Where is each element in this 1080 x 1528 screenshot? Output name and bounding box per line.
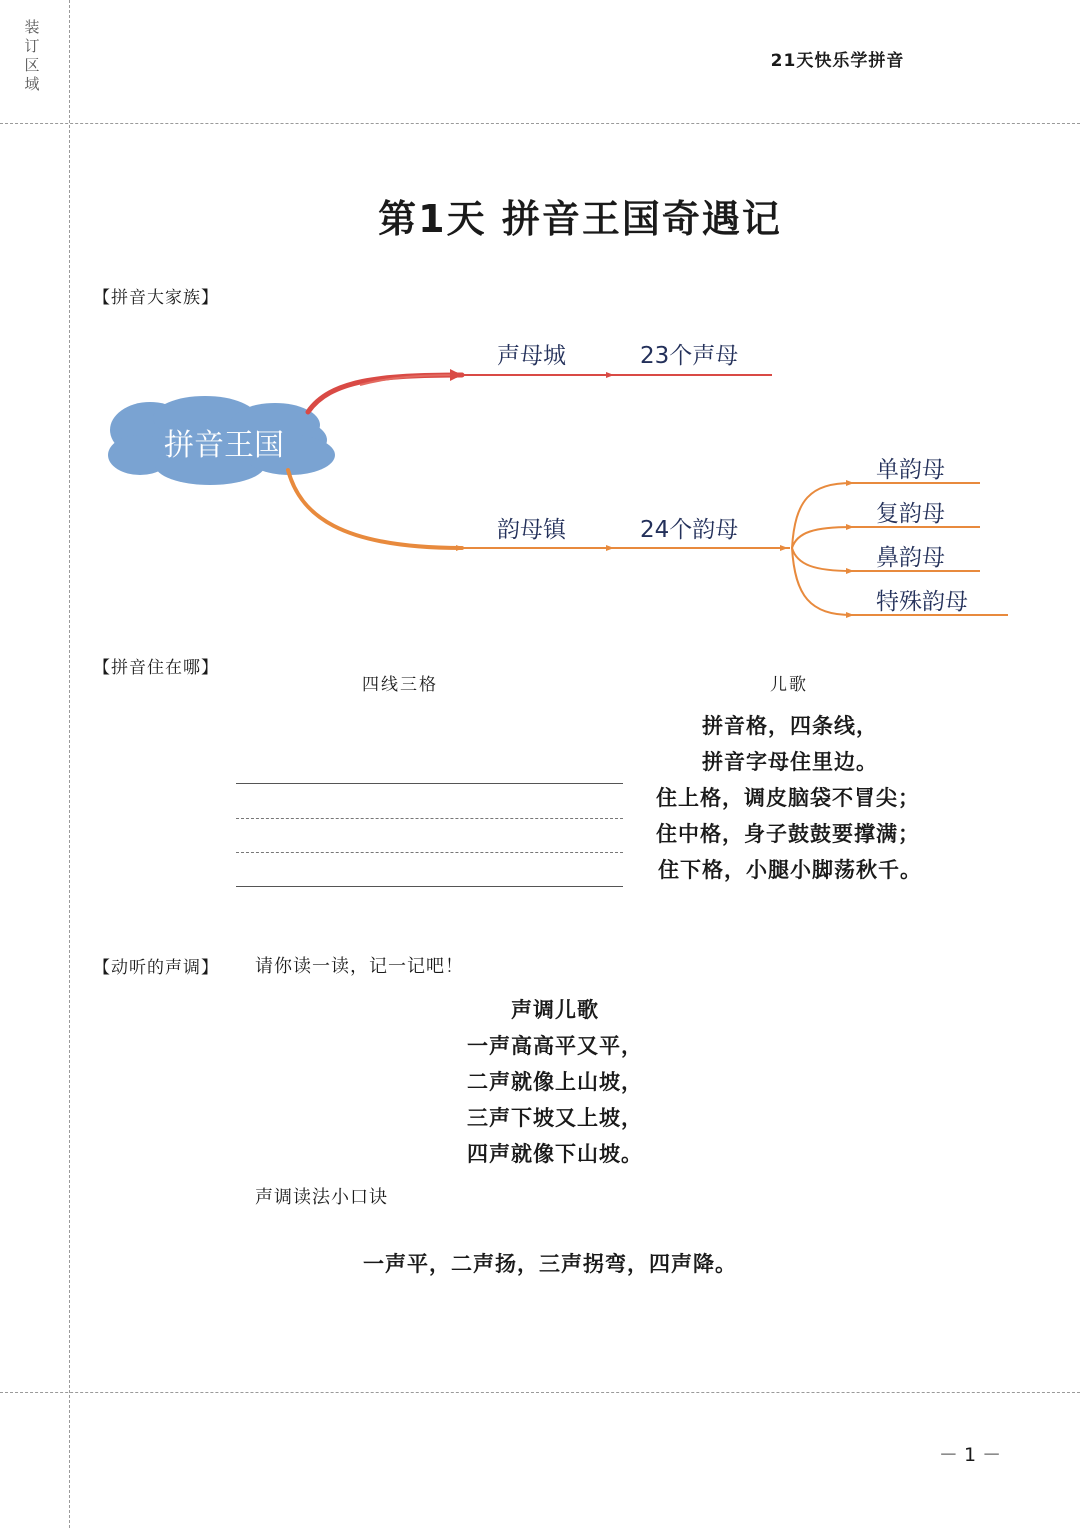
grid-line-4 [236,886,623,887]
grid-line-2 [236,818,623,819]
rhyme-line: 拼音格，四条线， [702,714,878,738]
rhyme-line: 住中格，身子鼓鼓要撑满； [656,822,920,846]
tone-rhyme-line: 二声就像上山坡， [467,1070,643,1094]
grid-line-1 [236,783,623,784]
section-label-family: 【拼音大家族】 [93,288,219,308]
branch-detail-shengmu: 23个声母 [640,343,739,369]
tone-tip-text: 一声平，二声扬，三声拐弯，四声降。 [363,1252,737,1276]
tones-prompt: 请你读一读，记一记吧！ [255,956,464,977]
branch-detail-yunmu: 24个韵母 [640,517,739,543]
page-number: － 1 － [938,1444,1002,1466]
binding-area-label: 装订区域 [24,18,40,93]
tone-rhyme-line: 三声下坡又上坡， [467,1106,643,1130]
yunmu-child-bi: 鼻韵母 [876,545,945,571]
tone-tip-heading: 声调读法小口诀 [255,1187,388,1208]
mindmap-root: 拼音王国 [164,428,284,463]
rhyme-line: 拼音字母住里边。 [702,750,878,774]
rhyme-line: 住下格，小腿小脚荡秋千。 [658,858,922,882]
tone-rhyme-line: 四声就像下山坡。 [467,1142,643,1166]
yunmu-child-teshu: 特殊韵母 [876,589,968,615]
four-line-heading: 四线三格 [362,675,438,695]
header-divider [0,123,1080,124]
branch-label-shengmu: 声母城 [497,343,566,369]
header-title: 21天快乐学拼音 [770,51,905,71]
section-label-tones: 【动听的声调】 [93,958,219,978]
rhyme-line: 住上格，调皮脑袋不冒尖； [656,786,920,810]
tone-rhyme-line: 一声高高平又平， [467,1034,643,1058]
section-label-location: 【拼音住在哪】 [93,658,219,678]
yunmu-child-dan: 单韵母 [876,457,945,483]
page-title: 第1天 拼音王国奇遇记 [378,197,782,241]
grid-line-3 [236,852,623,853]
branch-shengmu [308,372,772,412]
rhyme-heading: 儿歌 [770,675,808,695]
pinyin-rhyme [640,708,940,888]
branch-label-yunmu: 韵母镇 [497,517,566,543]
tone-rhyme-title: 声调儿歌 [511,998,599,1022]
tone-rhyme [400,992,710,1172]
yunmu-child-fu: 复韵母 [876,501,945,527]
footer-divider [0,1392,1080,1393]
